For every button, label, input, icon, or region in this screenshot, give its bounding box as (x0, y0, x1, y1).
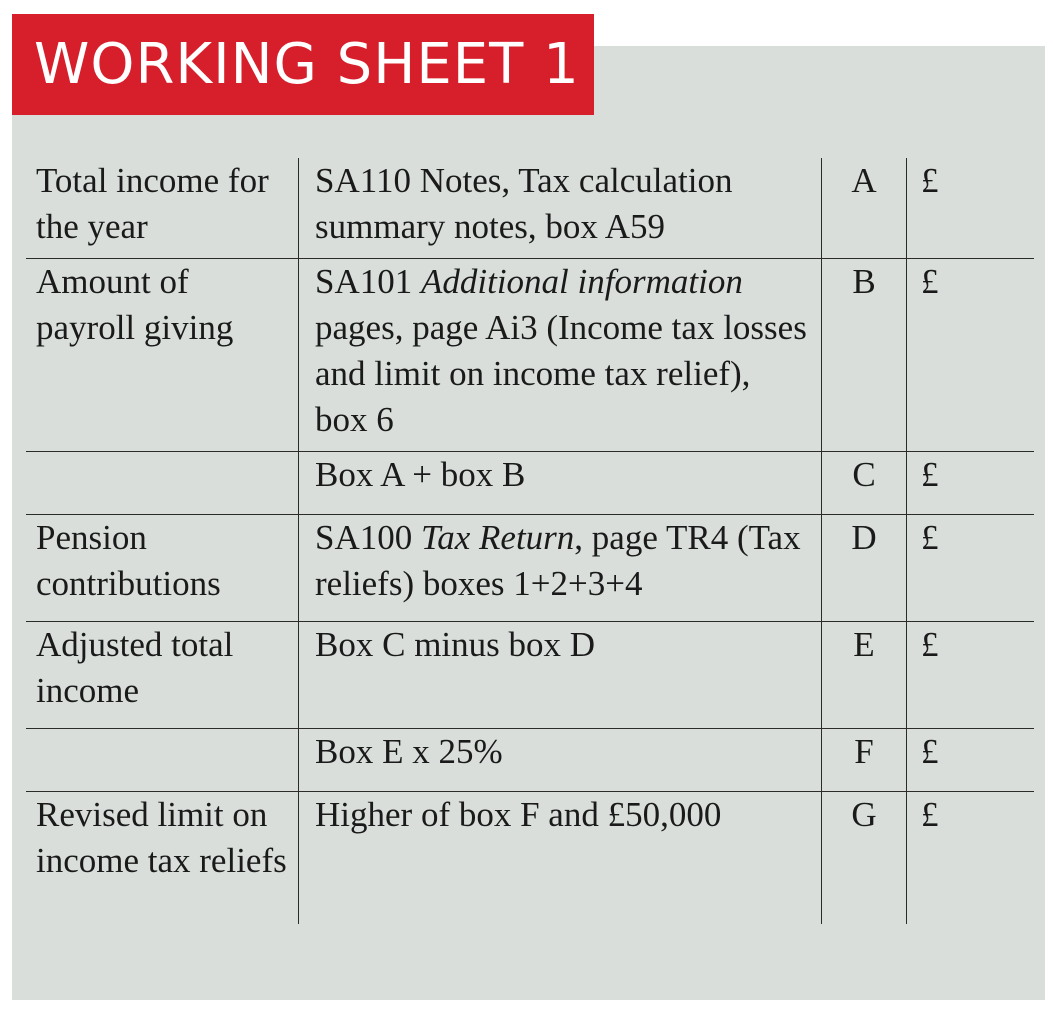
row-amount-field (907, 622, 1035, 729)
row-label: Amount of payroll giving (26, 259, 299, 452)
row-amount-field (907, 792, 1035, 925)
table-row-a (26, 158, 1034, 259)
row-amount-field (907, 515, 1035, 622)
row-label (26, 729, 299, 792)
row-label: Pension contributions (26, 515, 299, 622)
working-sheet-table (26, 158, 1034, 924)
row-box-letter: D (822, 515, 907, 622)
table-row-e (26, 622, 1034, 729)
pound-sign: £ (921, 455, 939, 494)
row-amount-field (907, 158, 1035, 259)
row-source: Higher of box F and £50,000 (299, 792, 822, 925)
pound-sign: £ (921, 795, 939, 834)
row-label (26, 452, 299, 515)
row-label: Total income for the year (26, 158, 299, 259)
row-box-letter: B (822, 259, 907, 452)
row-box-letter: E (822, 622, 907, 729)
table-row-g (26, 792, 1034, 925)
row-box-letter: A (822, 158, 907, 259)
pound-sign: £ (921, 518, 939, 557)
row-box-letter: F (822, 729, 907, 792)
row-source: SA110 Notes, Tax calculation summary notes, box A59 (299, 158, 822, 259)
pound-sign: £ (921, 262, 939, 301)
table-row-f (26, 729, 1034, 792)
row-box-letter: G (822, 792, 907, 925)
row-source: Box A + box B (299, 452, 822, 515)
row-amount-field (907, 259, 1035, 452)
row-source: Box C minus box D (299, 622, 822, 729)
table-row-d (26, 515, 1034, 622)
table-row-c (26, 452, 1034, 515)
row-source: SA101 Additional information pages, page Ai3 (Income tax losses and limit on income tax relief), box 6 (299, 259, 822, 452)
row-amount-field (907, 452, 1035, 515)
row-amount-field (907, 729, 1035, 792)
sheet-title: WORKING SHEET 1 (12, 14, 594, 115)
row-box-letter: C (822, 452, 907, 515)
row-source: SA100 Tax Return, page TR4 (Tax reliefs) boxes 1+2+3+4 (299, 515, 822, 622)
row-source: Box E x 25% (299, 729, 822, 792)
pound-sign: £ (921, 625, 939, 664)
row-label: Revised limit on income tax reliefs (36, 795, 287, 880)
pound-sign: £ (921, 732, 939, 771)
table-row-b (26, 259, 1034, 452)
row-label: Adjusted total income (26, 622, 299, 729)
pound-sign: £ (921, 161, 939, 200)
